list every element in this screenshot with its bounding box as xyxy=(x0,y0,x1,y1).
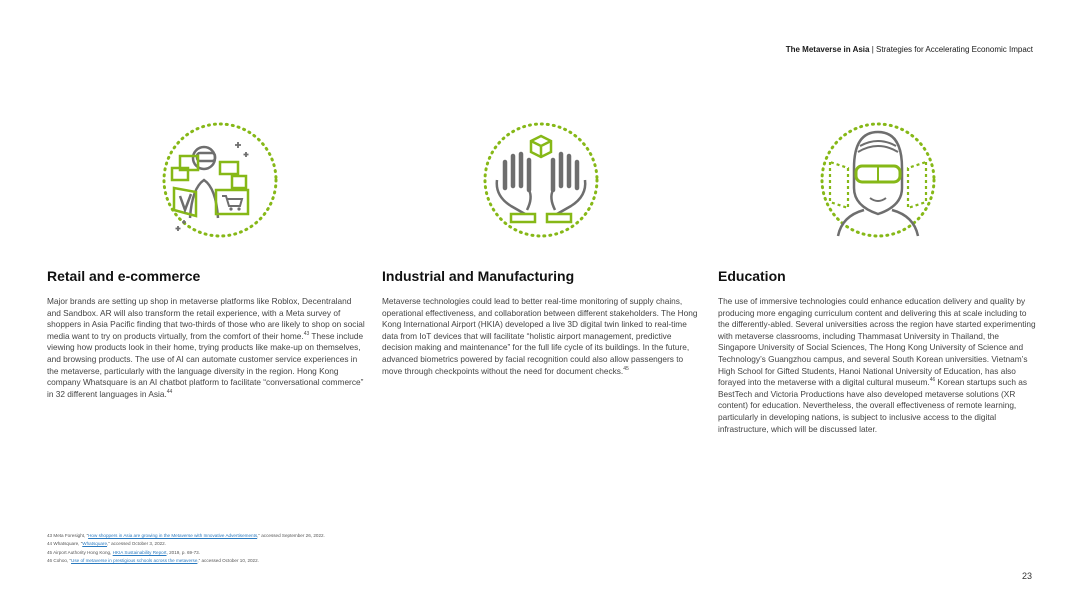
footnotes xyxy=(47,532,607,566)
footnote-44 xyxy=(47,540,607,548)
section-body xyxy=(382,296,702,377)
body-text: These include viewing how products look in their home, trying products like make-up on themselves, and browsing products. The use of AI can automate customer service experiences in the metaverse, particularly with the language diversity in the region. Hong Kong company Whatsquare is an AI chatbot platform to facilitate “conversational commerce” in 32 different languages in Asia. xyxy=(47,330,364,399)
shopping-vr-icon xyxy=(150,118,290,243)
section-body xyxy=(718,296,1038,435)
footnote-ref: 45 xyxy=(623,365,629,372)
body-text: Metaverse technologies could lead to better real-time monitoring of supply chains, operational effectiveness, and collaboration between different stakeholders. The Hong Kong International Airport (HKIA) developed a live 3D digital twin linked to real-time data from IoT devices that will facilitate “holistic airport management, predictive decision making and maintenance” for the full life cycle of its buildings. In the future, advanced biometrics powered by facial recognition could also allow passengers to move through checkpoints without the need for document checks. xyxy=(382,296,698,376)
footnote-link[interactable]: How shoppers in Asia are growing in the Metaverse with Innovative Advertisements xyxy=(88,533,258,538)
body-text: Korean startups such as BestTech and Victoria Productions have also developed metaverse solutions (XR content) for education. Nevertheless, the overall effectiveness of remote learning, particularly in developing nations, is subject to inclusive access to the digital infrastructure, which will be discussed later. xyxy=(718,377,1028,434)
footnote-text: ,” accessed October 10, 2022. xyxy=(197,558,259,564)
footnote-text: 44 Whatsquare, “ xyxy=(47,541,83,547)
footnote-46 xyxy=(47,557,607,565)
body-text: The use of immersive technologies could enhance education delivery and quality by producing more engaging curriculum content and delivering this at scale including to the differently-abled. Several universities across the region have started experimenting with metaverse classrooms, including Thammasat University in Thailand, the Singapore University of Social Sciences, The Hong Kong University of Science and Technology’s Guangzhou campus, and several South Korean universities. Vietnam’s High School for Gifted Students, Hanoi National University of Education, has also forayed into the metaverse with a digital cultural museum. xyxy=(718,296,1036,388)
footnote-text: 46 Cohoo, “ xyxy=(47,558,72,564)
vr-headset-icon xyxy=(808,118,948,243)
footnote-link[interactable]: Whatsquare xyxy=(82,541,108,547)
hands-cube-icon xyxy=(471,118,611,243)
section-title: Industrial and Manufacturing xyxy=(382,268,575,284)
body-text: Major brands are setting up shop in metaverse platforms like Roblox, Decentraland and Sandbox. AR will also transform the retail experience, with a Meta survey of shoppers in Asia Pacific finding that two-thirds of those who are likely to shop on social media want to try on products virtually, from the comfort of their home. xyxy=(47,296,365,341)
footnote-text: 45 Airport Authority Hong Kong, xyxy=(47,549,113,555)
section-body xyxy=(47,296,367,400)
footnote-ref: 44 xyxy=(166,388,173,395)
footnote-text: ,” accessed September 26, 2022. xyxy=(257,533,325,538)
report-subtitle: Strategies for Accelerating Economic Impact xyxy=(876,45,1033,54)
footnote-43 xyxy=(47,532,607,540)
page-number: 23 xyxy=(1021,571,1032,581)
report-title: The Metaverse in Asia xyxy=(785,45,870,54)
footnote-ref: 46 xyxy=(929,377,936,384)
footnote-45 xyxy=(47,549,607,557)
footnote-text: 43 Meta Foresight, “ xyxy=(47,533,89,538)
section-title: Education xyxy=(718,268,786,284)
page-header xyxy=(786,45,1033,54)
footnote-ref: 43 xyxy=(303,331,310,338)
header-separator: | xyxy=(871,45,874,54)
footnote-text: , 2019, p. 69-73. xyxy=(166,549,200,555)
footnote-link[interactable]: Use of metaverse in prestigious schools across the metaverse xyxy=(71,558,198,564)
footnote-link[interactable]: HKIA Sustainability Report xyxy=(112,549,167,555)
section-title: Retail and e-commerce xyxy=(47,268,201,284)
footnote-text: ,” accessed October 3, 2022. xyxy=(107,541,167,547)
